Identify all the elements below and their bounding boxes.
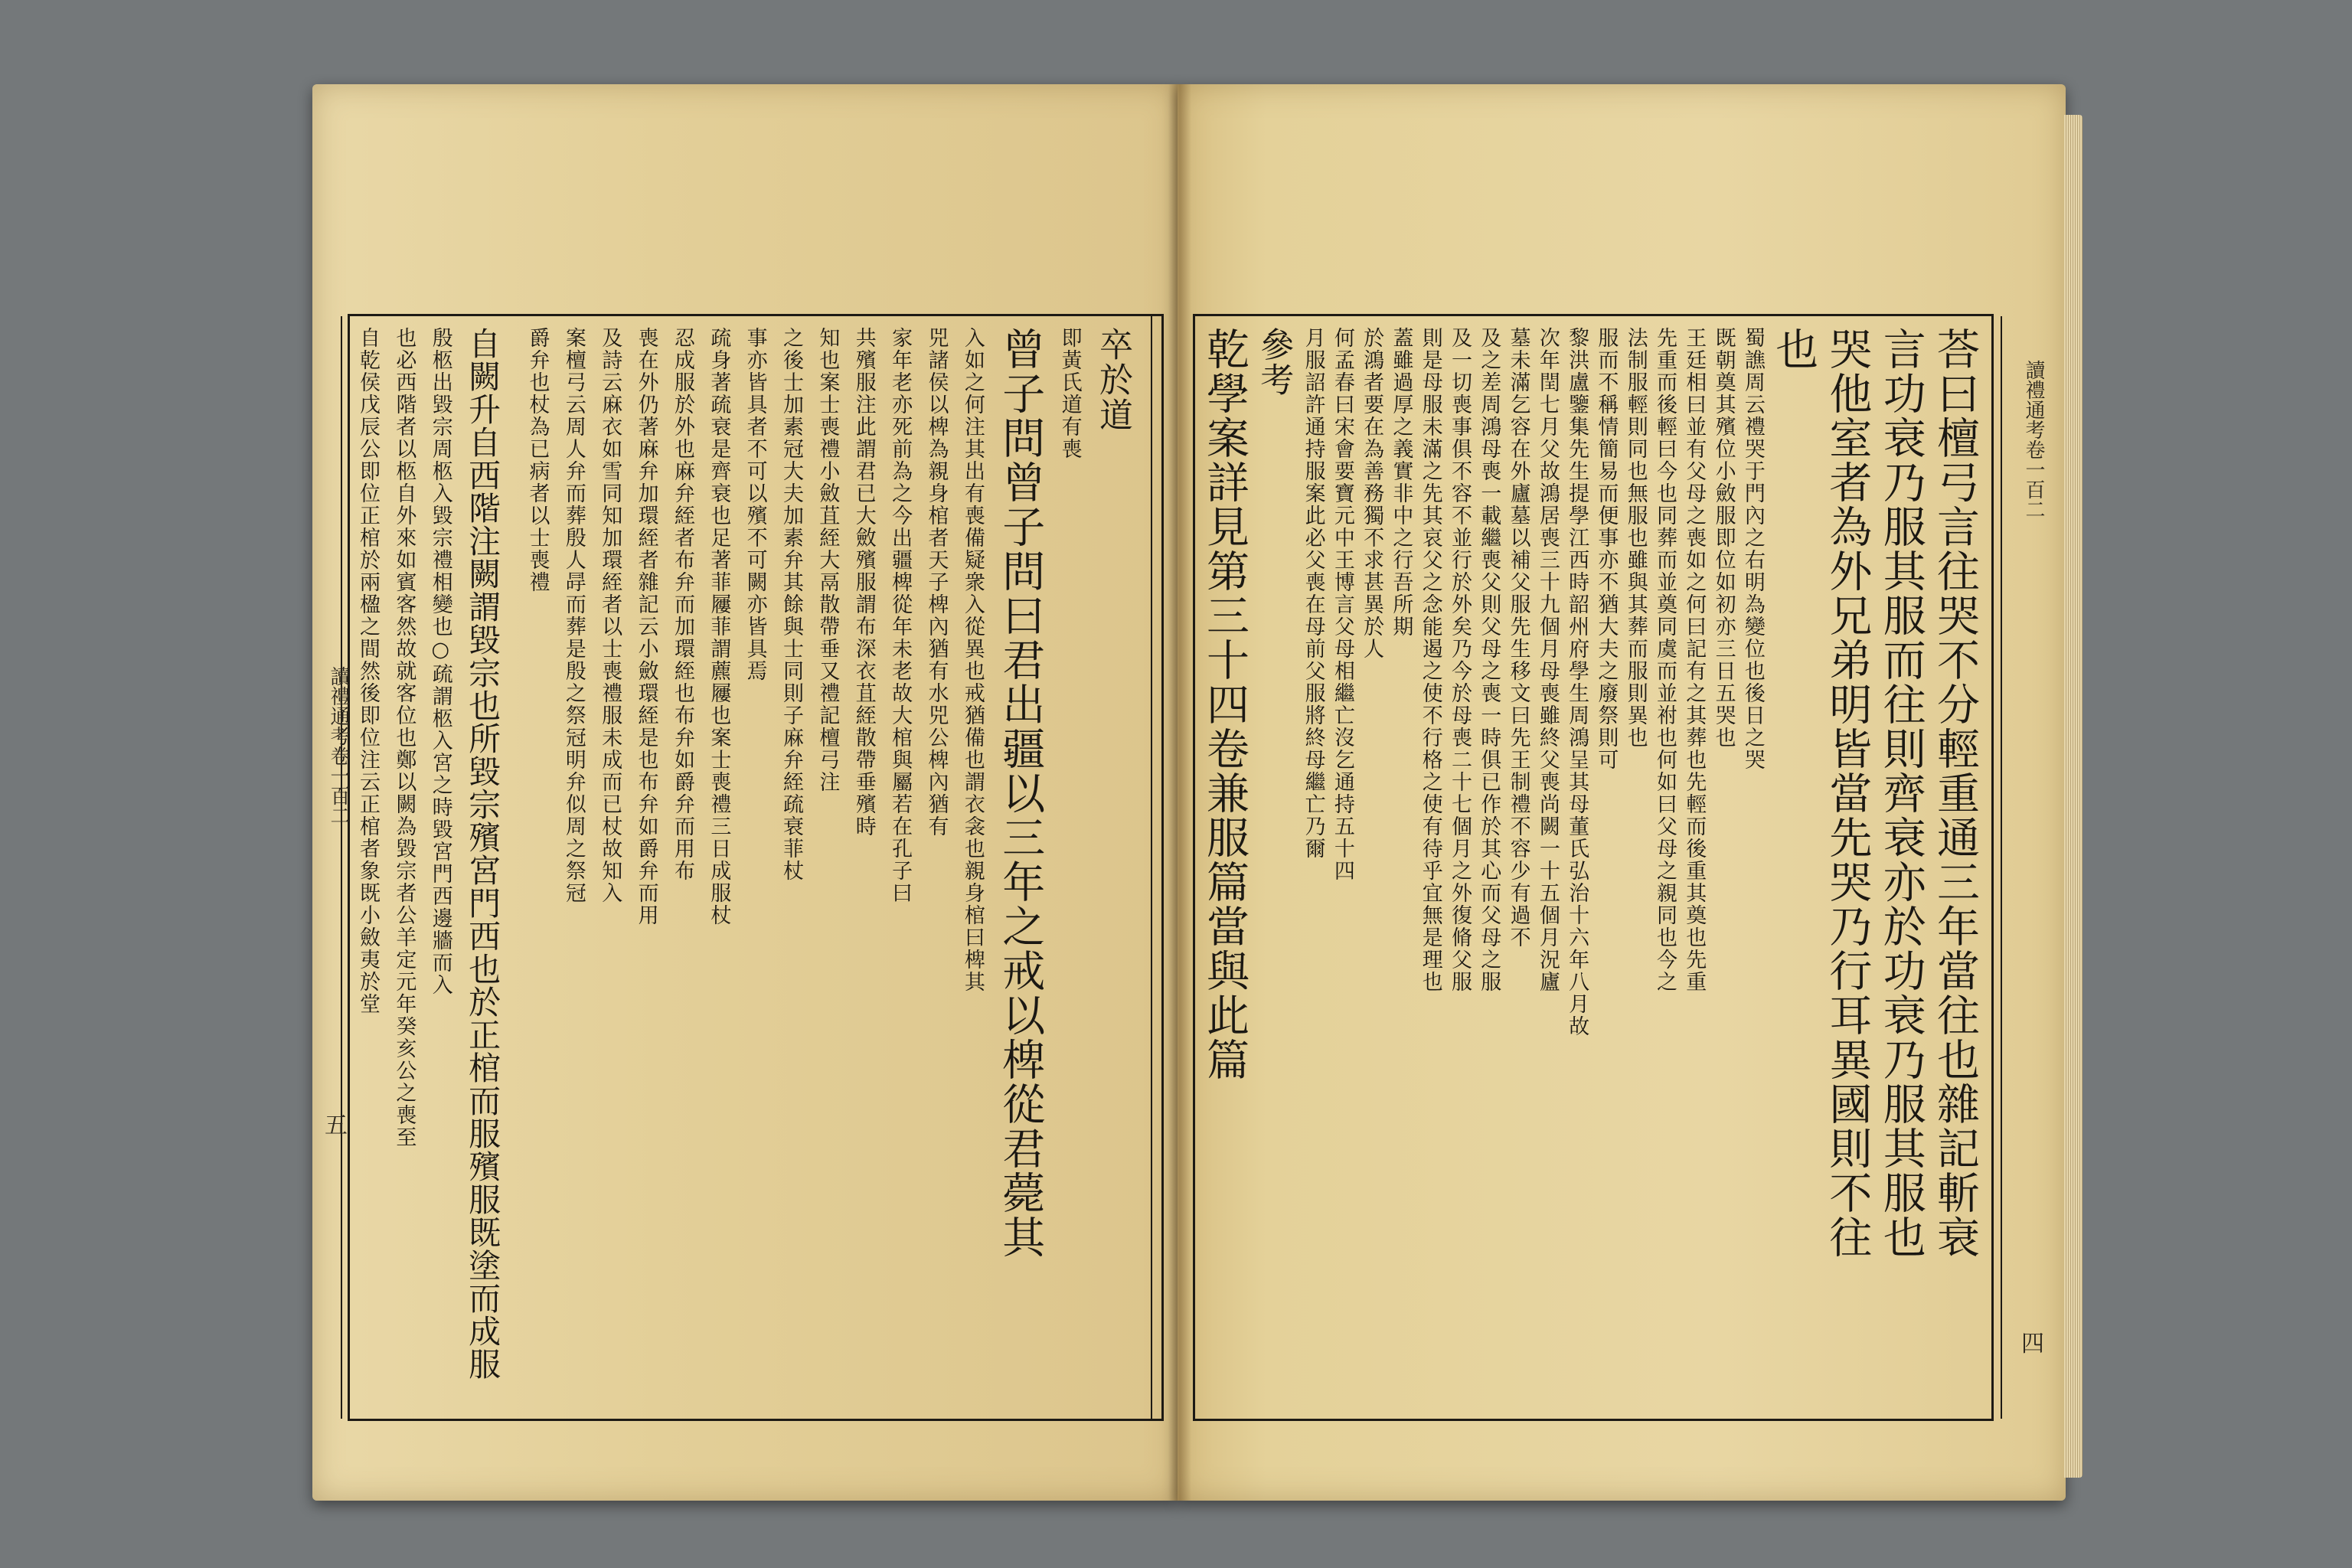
right-column: 次年閏七月父故鴻居喪三十九個月母喪雖終父喪尚闕一十五個月況廬 xyxy=(1535,327,1560,993)
left-column: 疏身著疏衰是齊衰也足著菲屨菲謂藨屨也案士喪禮三日成服杖 xyxy=(707,327,731,926)
left-column: 殷柩出毀宗周柩入毀宗禮相變也○疏謂柩入宮之時毀宮門西邊牆而入 xyxy=(428,327,452,996)
right-column: 言功衰乃服其服而往則齊衰亦於功衰乃服其服也 xyxy=(1876,327,1926,1259)
left-column: 之後士加素冠大夫加素弁其餘與士同則子麻弁絰疏衰菲杖 xyxy=(779,327,804,882)
left-page-number: 五 xyxy=(325,1112,348,1139)
left-column: 及詩云麻衣如雪同知加環絰者以士喪禮服未成而已杖故知入 xyxy=(598,327,622,904)
frame-rule xyxy=(2001,316,2002,1419)
right-column: 法制服輕則同也無服也雖與其葬而服則異也 xyxy=(1623,327,1648,749)
right-column: 何孟春曰宋會要寶元中王博言父母相繼亡沒乞通持五十四 xyxy=(1330,327,1354,882)
right-column: 服而不稱情簡易而便事亦不猶大夫之廢祭則可 xyxy=(1594,327,1619,771)
left-column: 忍成服於外也麻弁絰者布弁而加環絰也布弁如爵弁而用布 xyxy=(670,327,694,882)
right-column: 荅曰檀弓言往哭不分輕重通三年當往也雜記斬衰 xyxy=(1930,327,1980,1259)
right-column: 也 xyxy=(1769,327,1819,371)
left-column: 自闕升自西階注闕謂毀宗也所毀宗殯宮門西也於正棺而服殯服既塗而成服 xyxy=(464,327,502,1380)
right-page-number: 四 xyxy=(2021,1331,2044,1357)
left-column: 知也案士喪禮小斂苴絰大鬲散帶垂又禮記檀弓注 xyxy=(815,327,840,793)
left-column: 事亦皆具者不可以殯不可闕亦皆具焉 xyxy=(743,327,767,682)
right-column: 月服詔許通持服案此必父喪在母前父服將終母繼亡乃爾 xyxy=(1301,327,1325,860)
right-column: 先重而後輕曰今也同葬而並奠同虞而並祔也何如曰父母之親同也今之 xyxy=(1653,327,1677,993)
left-column: 也必西階者以柩自外來如賓客然故就客位也鄭以闕為毀宗者公羊定元年癸亥公之喪至 xyxy=(392,327,416,1148)
left-column: 共殯服注此謂君已大斂殯服謂布深衣苴絰散帶垂殯時 xyxy=(851,327,876,838)
right-column: 哭他室者為外兄弟明皆當先哭乃行耳異國則不往 xyxy=(1822,327,1873,1259)
right-column: 王廷相曰並有父母之喪如之何曰記有之其葬也先輕而後重其奠也先重 xyxy=(1682,327,1707,993)
frame-rule xyxy=(1151,316,1152,1419)
right-column: 則是母服未滿之先其哀父之念能遏之使不行格之使有待乎宜無是理也 xyxy=(1418,327,1442,993)
left-column: 即黃氏道有喪 xyxy=(1057,327,1082,460)
right-margin-title: 讀禮通考卷一百二 xyxy=(2022,360,2045,519)
right-column: 及一切喪事俱不容不並行於外矣乃今於母喪二十七個月之外復脩父服 xyxy=(1448,327,1472,993)
left-column: 爵弁也杖為已病者以士喪禮 xyxy=(525,327,550,593)
right-column: 蓋雖過厚之義實非中之行吾所期 xyxy=(1389,327,1413,638)
right-column: 及之差周鴻母喪一載繼喪父則父母之喪一時俱已作於其心而父母之服 xyxy=(1477,327,1501,993)
page-edges xyxy=(2064,115,2082,1478)
frame-rule xyxy=(341,316,342,1419)
right-text-frame xyxy=(1193,314,1994,1421)
left-column: 喪在外仍著麻弁加環絰者雜記云小斂環絰是也布弁如爵弁而用 xyxy=(634,327,658,926)
left-column: 案檀弓云周人弁而葬殷人冔而葬是殷之祭冠明弁似周之祭冠 xyxy=(561,327,586,904)
left-margin-title: 讀禮通考卷一百二 xyxy=(327,666,350,825)
left-column: 卒於道 xyxy=(1093,327,1132,433)
left-column: 入如之何注其出有喪備疑衆入從異也戒猶備也謂衣衾也親身棺曰椑其 xyxy=(960,327,985,993)
left-page xyxy=(312,84,1178,1501)
right-column: 於鴻者要在為善務獨不求甚異於人 xyxy=(1360,327,1384,660)
right-column: 黎洪盧鑒集先生提學江西時韶州府學生周鴻呈其母董氏弘治十六年八月故 xyxy=(1565,327,1589,1037)
left-column: 家年老亦死前為之今出疆椑從年未老故大棺與屬若在孔子曰 xyxy=(888,327,913,904)
open-book xyxy=(312,84,2066,1501)
right-column: 參考 xyxy=(1254,327,1294,397)
left-text-frame xyxy=(348,314,1164,1421)
book-gutter xyxy=(1168,84,1191,1501)
right-column: 乾學案詳見第三十四卷兼服篇當與此篇 xyxy=(1200,327,1250,1082)
right-column: 蜀譙周云禮哭于門內之右明為變位也後日之哭 xyxy=(1740,327,1765,771)
left-column: 兕諸侯以椑為親身棺者天子椑內猶有水兕公椑內猶有 xyxy=(924,327,949,838)
left-column: 曾子問曾子問曰君出疆以三年之戒以椑從君薨其 xyxy=(995,327,1046,1259)
right-column: 既朝奠其殯位小斂服即位如初亦三日五哭也 xyxy=(1711,327,1736,749)
left-column: 自乾侯戊辰公即位正棺於兩楹之間然後即位注云正棺者象既小斂夷於堂 xyxy=(356,327,380,1015)
right-page xyxy=(1178,84,2066,1501)
right-column: 墓未滿乞容在外廬墓以補父服先生移文曰先王制禮不容少有過不 xyxy=(1506,327,1530,949)
